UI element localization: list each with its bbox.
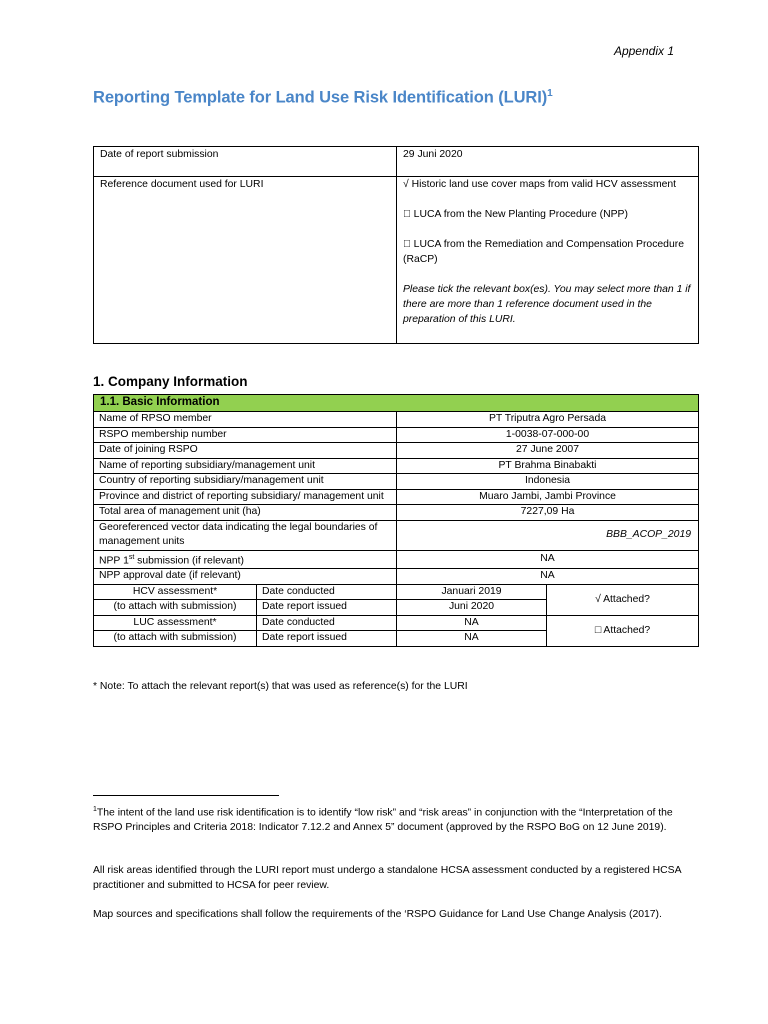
row-value: 1-0038-07-000-00 xyxy=(397,427,699,443)
footnote-text-1: The intent of the land use risk identification is to identify “low risk” and “risk areas” in conjunction with the “Interpretation of the RSPO Principles and Criteria 2018: Indicator 7.12.2 and Annex 5” document (approved by the RSPO BoG on 12 June 2019). xyxy=(93,807,673,834)
row-label: Georeferenced vector data indicating the legal boundaries of management units xyxy=(94,520,397,550)
reference-instruction: Please tick the relevant box(es). You may select more than 1 if there are more than 1 reference document used in the preparation of this LURI. xyxy=(403,284,691,325)
table-row xyxy=(94,427,699,443)
table-row xyxy=(94,569,699,585)
row-value: PT Brahma Binabakti xyxy=(397,458,699,474)
luc-attached-checkbox[interactable]: □ Attached? xyxy=(547,615,699,646)
table-row xyxy=(94,584,699,600)
section-title-company-information: 1. Company Information xyxy=(93,374,248,389)
table-row xyxy=(94,412,699,428)
hcv-date-issued-label: Date report issued xyxy=(257,600,397,616)
luc-date-issued-label: Date report issued xyxy=(257,631,397,647)
row-value: PT Triputra Agro Persada xyxy=(397,412,699,428)
row-value: BBB_ACOP_2019 xyxy=(397,520,699,550)
page-title xyxy=(93,88,553,108)
npp-approval-label: NPP approval date (if relevant) xyxy=(94,569,397,585)
row-label: Name of reporting subsidiary/management unit xyxy=(94,458,397,474)
hcv-attach-note: (to attach with submission) xyxy=(94,600,257,616)
title-text: Reporting Template for Land Use Risk Identification (LURI) xyxy=(93,88,548,107)
row-label: Name of RPSO member xyxy=(94,412,397,428)
luc-date-conducted-label: Date conducted xyxy=(257,615,397,631)
option-historic-land-use[interactable]: √ Historic land use cover maps from valid HCV assessment xyxy=(403,179,677,190)
hcv-date-conducted-value: Januari 2019 xyxy=(397,584,547,600)
table-row xyxy=(94,505,699,521)
npp1-submission-value: NA xyxy=(397,550,699,569)
hcv-date-conducted-label: Date conducted xyxy=(257,584,397,600)
row-value: Indonesia xyxy=(397,474,699,490)
reference-document-options xyxy=(397,177,699,344)
date-of-report-label: Date of report submission xyxy=(94,147,397,177)
reference-document-label: Reference document used for LURI xyxy=(94,177,397,344)
table-row xyxy=(94,520,699,550)
luc-date-conducted-value: NA xyxy=(397,615,547,631)
footnote-text-2: All risk areas identified through the LURI report must undergo a standalone HCSA assessment conducted by a registered HCSA practitioner and submitted to HCSA for peer review. xyxy=(93,865,681,891)
footnote-text-3: Map sources and specifications shall follow the requirements of the ‘RSPO Guidance for Land Use Change Analysis (2017). xyxy=(93,909,662,920)
basic-information-header-row xyxy=(94,395,699,412)
row-label: Date of joining RSPO xyxy=(94,443,397,459)
footnote-1 xyxy=(93,802,683,835)
report-info-table xyxy=(93,146,699,344)
npp1-label-sup: st xyxy=(128,553,135,561)
table-row xyxy=(94,147,699,177)
luc-attach-note: (to attach with submission) xyxy=(94,631,257,647)
luc-assessment-label: LUC assessment* xyxy=(94,615,257,631)
option-luca-npp[interactable]: LUCA from the New Planting Procedure (NPP) xyxy=(403,209,618,220)
table-row xyxy=(94,550,699,569)
hcv-assessment-label: HCV assessment* xyxy=(94,584,257,600)
npp1-label-text: NPP 1 xyxy=(99,554,129,566)
row-value: Muaro Jambi, Jambi Province xyxy=(397,489,699,505)
row-value: 7227,09 Ha xyxy=(397,505,699,521)
row-label: Country of reporting subsidiary/management unit xyxy=(94,474,397,490)
table-row xyxy=(94,177,699,344)
option-luca-racp[interactable]: LUCA from the Remediation and Compensation Procedure (RaCP) xyxy=(403,239,674,265)
row-value: 27 June 2007 xyxy=(397,443,699,459)
row-label: Province and district of reporting subsidiary/ management unit xyxy=(94,489,397,505)
basic-information-table xyxy=(93,394,699,647)
table-row xyxy=(94,458,699,474)
table-row xyxy=(94,443,699,459)
npp-approval-value: NA xyxy=(397,569,699,585)
npp1-submission-label xyxy=(94,550,397,569)
title-footnote-mark: 1 xyxy=(547,88,553,99)
npp1-label-rest: submission (if relevant) xyxy=(134,554,245,566)
table-row xyxy=(94,615,699,631)
footnote-separator xyxy=(93,795,279,796)
hcv-attached-checkbox[interactable]: √ Attached? xyxy=(547,584,699,615)
row-label: RSPO membership number xyxy=(94,427,397,443)
table-row xyxy=(94,489,699,505)
luc-date-issued-value: NA xyxy=(397,631,547,647)
attachment-note: * Note: To attach the relevant report(s) that was used as reference(s) for the LURI xyxy=(93,681,468,692)
row-label: Total area of management unit (ha) xyxy=(94,505,397,521)
table-row xyxy=(94,474,699,490)
hcv-date-issued-value: Juni 2020 xyxy=(397,600,547,616)
basic-information-header: 1.1. Basic Information xyxy=(94,395,699,412)
footnote-number: 1 xyxy=(93,806,97,813)
appendix-label: Appendix 1 xyxy=(613,44,674,58)
date-of-report-value: 29 Juni 2020 xyxy=(397,147,699,177)
